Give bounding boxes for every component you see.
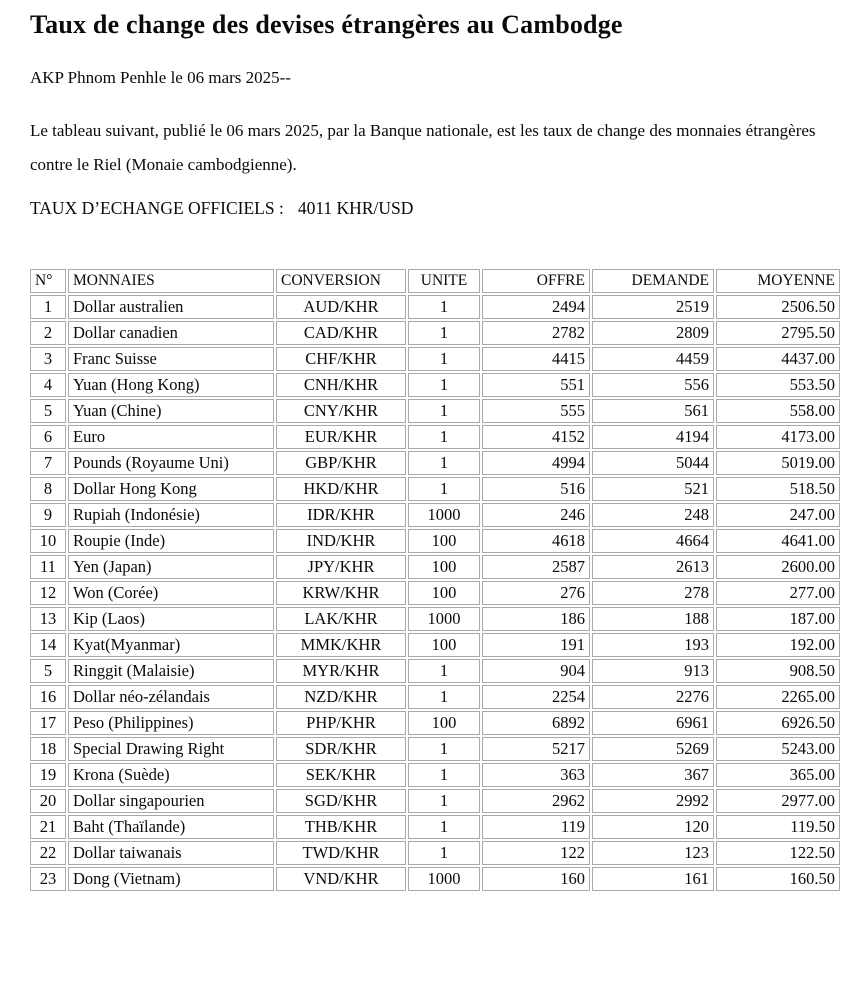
cell-offer: 191	[482, 633, 590, 657]
cell-currency: Franc Suisse	[68, 347, 274, 371]
table-row	[30, 425, 840, 449]
cell-unit: 100	[408, 555, 480, 579]
cell-average: 2795.50	[716, 321, 840, 345]
cell-unit: 1	[408, 347, 480, 371]
cell-conversion: JPY/KHR	[276, 555, 406, 579]
table-row	[30, 841, 840, 865]
col-header-no: N°	[30, 269, 66, 293]
col-header-conversion: CONVERSION	[276, 269, 406, 293]
cell-demand: 278	[592, 581, 714, 605]
cell-no: 6	[30, 425, 66, 449]
cell-currency: Roupie (Inde)	[68, 529, 274, 553]
col-header-demand: DEMANDE	[592, 269, 714, 293]
cell-demand: 6961	[592, 711, 714, 735]
cell-unit: 1	[408, 789, 480, 813]
cell-average: 553.50	[716, 373, 840, 397]
cell-no: 20	[30, 789, 66, 813]
cell-unit: 1	[408, 737, 480, 761]
cell-currency: Kyat(Myanmar)	[68, 633, 274, 657]
cell-demand: 4459	[592, 347, 714, 371]
cell-average: 6926.50	[716, 711, 840, 735]
cell-currency: Yen (Japan)	[68, 555, 274, 579]
cell-currency: Dollar australien	[68, 295, 274, 319]
cell-offer: 2254	[482, 685, 590, 709]
table-row	[30, 737, 840, 761]
cell-unit: 1	[408, 399, 480, 423]
cell-conversion: LAK/KHR	[276, 607, 406, 631]
cell-average: 558.00	[716, 399, 840, 423]
cell-currency: Yuan (Chine)	[68, 399, 274, 423]
cell-average: 2265.00	[716, 685, 840, 709]
cell-offer: 276	[482, 581, 590, 605]
cell-offer: 5217	[482, 737, 590, 761]
cell-conversion: MYR/KHR	[276, 659, 406, 683]
cell-conversion: CAD/KHR	[276, 321, 406, 345]
cell-average: 2600.00	[716, 555, 840, 579]
cell-demand: 4194	[592, 425, 714, 449]
cell-currency: Dollar néo-zélandais	[68, 685, 274, 709]
cell-offer: 2587	[482, 555, 590, 579]
cell-offer: 160	[482, 867, 590, 891]
table-row	[30, 555, 840, 579]
cell-no: 10	[30, 529, 66, 553]
cell-average: 277.00	[716, 581, 840, 605]
cell-currency: Dollar Hong Kong	[68, 477, 274, 501]
cell-unit: 100	[408, 633, 480, 657]
table-row	[30, 399, 840, 423]
intro-paragraph: Le tableau suivant, publié le 06 mars 2025, par la Banque nationale, est les taux de change des monnaies étrangères contre le Riel (Monaie cambodgienne).	[30, 121, 816, 174]
table-row	[30, 503, 840, 527]
cell-average: 119.50	[716, 815, 840, 839]
cell-average: 365.00	[716, 763, 840, 787]
official-rate-value: 4011 KHR/USD	[297, 198, 414, 218]
cell-conversion: IDR/KHR	[276, 503, 406, 527]
cell-no: 7	[30, 451, 66, 475]
cell-no: 9	[30, 503, 66, 527]
cell-offer: 246	[482, 503, 590, 527]
cell-average: 2977.00	[716, 789, 840, 813]
table-row	[30, 347, 840, 371]
cell-unit: 1	[408, 425, 480, 449]
cell-demand: 2809	[592, 321, 714, 345]
cell-currency: Yuan (Hong Kong)	[68, 373, 274, 397]
cell-demand: 123	[592, 841, 714, 865]
cell-currency: Dollar singapourien	[68, 789, 274, 813]
table-row	[30, 685, 840, 709]
cell-offer: 6892	[482, 711, 590, 735]
cell-unit: 1	[408, 295, 480, 319]
cell-unit: 1	[408, 321, 480, 345]
cell-demand: 2992	[592, 789, 714, 813]
cell-demand: 561	[592, 399, 714, 423]
cell-unit: 1	[408, 685, 480, 709]
cell-offer: 551	[482, 373, 590, 397]
cell-conversion: KRW/KHR	[276, 581, 406, 605]
cell-no: 5	[30, 659, 66, 683]
cell-currency: Ringgit (Malaisie)	[68, 659, 274, 683]
cell-offer: 516	[482, 477, 590, 501]
cell-average: 247.00	[716, 503, 840, 527]
cell-conversion: CNH/KHR	[276, 373, 406, 397]
cell-unit: 1	[408, 815, 480, 839]
cell-demand: 521	[592, 477, 714, 501]
official-rate-line	[30, 198, 846, 219]
table-body	[30, 295, 840, 891]
table-row	[30, 659, 840, 683]
cell-no: 8	[30, 477, 66, 501]
table-row	[30, 529, 840, 553]
cell-offer: 4152	[482, 425, 590, 449]
cell-demand: 5269	[592, 737, 714, 761]
cell-average: 5243.00	[716, 737, 840, 761]
table-row	[30, 581, 840, 605]
cell-unit: 1	[408, 451, 480, 475]
cell-conversion: AUD/KHR	[276, 295, 406, 319]
table-row	[30, 321, 840, 345]
cell-currency: Peso (Philippines)	[68, 711, 274, 735]
table-row	[30, 763, 840, 787]
cell-conversion: EUR/KHR	[276, 425, 406, 449]
cell-conversion: SGD/KHR	[276, 789, 406, 813]
cell-demand: 4664	[592, 529, 714, 553]
cell-offer: 4618	[482, 529, 590, 553]
cell-currency: Rupiah (Indonésie)	[68, 503, 274, 527]
cell-offer: 4994	[482, 451, 590, 475]
cell-currency: Kip (Laos)	[68, 607, 274, 631]
cell-no: 22	[30, 841, 66, 865]
cell-unit: 1000	[408, 607, 480, 631]
cell-currency: Special Drawing Right	[68, 737, 274, 761]
cell-offer: 2494	[482, 295, 590, 319]
table-row	[30, 815, 840, 839]
cell-offer: 363	[482, 763, 590, 787]
cell-demand: 193	[592, 633, 714, 657]
cell-currency: Krona (Suède)	[68, 763, 274, 787]
cell-currency: Dollar taiwanais	[68, 841, 274, 865]
col-header-unit: UNITE	[408, 269, 480, 293]
table-row	[30, 711, 840, 735]
cell-average: 908.50	[716, 659, 840, 683]
cell-no: 5	[30, 399, 66, 423]
exchange-rate-table	[28, 267, 842, 893]
cell-conversion: CNY/KHR	[276, 399, 406, 423]
table-row	[30, 451, 840, 475]
table-row	[30, 789, 840, 813]
cell-average: 2506.50	[716, 295, 840, 319]
cell-no: 12	[30, 581, 66, 605]
cell-offer: 904	[482, 659, 590, 683]
col-header-currency: MONNAIES	[68, 269, 274, 293]
cell-demand: 188	[592, 607, 714, 631]
cell-conversion: SEK/KHR	[276, 763, 406, 787]
cell-currency: Dollar canadien	[68, 321, 274, 345]
cell-no: 1	[30, 295, 66, 319]
cell-demand: 120	[592, 815, 714, 839]
cell-conversion: CHF/KHR	[276, 347, 406, 371]
cell-average: 518.50	[716, 477, 840, 501]
cell-currency: Won (Corée)	[68, 581, 274, 605]
cell-currency: Dong (Vietnam)	[68, 867, 274, 891]
cell-no: 14	[30, 633, 66, 657]
cell-conversion: THB/KHR	[276, 815, 406, 839]
cell-unit: 100	[408, 711, 480, 735]
table-header-row	[30, 269, 840, 293]
cell-no: 4	[30, 373, 66, 397]
col-header-average: MOYENNE	[716, 269, 840, 293]
cell-conversion: NZD/KHR	[276, 685, 406, 709]
cell-unit: 1	[408, 659, 480, 683]
cell-conversion: SDR/KHR	[276, 737, 406, 761]
cell-no: 11	[30, 555, 66, 579]
cell-conversion: PHP/KHR	[276, 711, 406, 735]
cell-demand: 2519	[592, 295, 714, 319]
cell-offer: 4415	[482, 347, 590, 371]
table-row	[30, 477, 840, 501]
col-header-offer: OFFRE	[482, 269, 590, 293]
cell-no: 18	[30, 737, 66, 761]
cell-no: 17	[30, 711, 66, 735]
cell-currency: Euro	[68, 425, 274, 449]
cell-demand: 2276	[592, 685, 714, 709]
cell-demand: 248	[592, 503, 714, 527]
table-row	[30, 295, 840, 319]
cell-demand: 5044	[592, 451, 714, 475]
cell-unit: 1	[408, 841, 480, 865]
cell-no: 13	[30, 607, 66, 631]
cell-average: 4173.00	[716, 425, 840, 449]
cell-no: 19	[30, 763, 66, 787]
cell-no: 2	[30, 321, 66, 345]
cell-currency: Baht (Thaïlande)	[68, 815, 274, 839]
cell-demand: 913	[592, 659, 714, 683]
cell-average: 160.50	[716, 867, 840, 891]
cell-average: 4437.00	[716, 347, 840, 371]
cell-demand: 367	[592, 763, 714, 787]
cell-unit: 1	[408, 373, 480, 397]
cell-conversion: MMK/KHR	[276, 633, 406, 657]
cell-offer: 2962	[482, 789, 590, 813]
cell-average: 122.50	[716, 841, 840, 865]
cell-conversion: GBP/KHR	[276, 451, 406, 475]
cell-conversion: TWD/KHR	[276, 841, 406, 865]
cell-no: 23	[30, 867, 66, 891]
byline: AKP Phnom Penhle le 06 mars 2025--	[30, 68, 291, 87]
cell-conversion: HKD/KHR	[276, 477, 406, 501]
cell-offer: 555	[482, 399, 590, 423]
cell-demand: 556	[592, 373, 714, 397]
cell-currency: Pounds (Royaume Uni)	[68, 451, 274, 475]
table-row	[30, 633, 840, 657]
page-title: Taux de change des devises étrangères au Cambodge	[30, 10, 623, 39]
cell-no: 16	[30, 685, 66, 709]
cell-conversion: VND/KHR	[276, 867, 406, 891]
cell-average: 5019.00	[716, 451, 840, 475]
table-row	[30, 373, 840, 397]
cell-average: 4641.00	[716, 529, 840, 553]
cell-offer: 186	[482, 607, 590, 631]
cell-no: 21	[30, 815, 66, 839]
cell-offer: 122	[482, 841, 590, 865]
cell-unit: 100	[408, 529, 480, 553]
cell-average: 192.00	[716, 633, 840, 657]
official-rate-label: TAUX D’ECHANGE OFFICIELS :	[30, 198, 284, 218]
table-row	[30, 607, 840, 631]
cell-demand: 161	[592, 867, 714, 891]
cell-conversion: IND/KHR	[276, 529, 406, 553]
cell-offer: 119	[482, 815, 590, 839]
cell-demand: 2613	[592, 555, 714, 579]
table-row	[30, 867, 840, 891]
cell-unit: 1000	[408, 867, 480, 891]
cell-unit: 1	[408, 477, 480, 501]
cell-unit: 1	[408, 763, 480, 787]
cell-offer: 2782	[482, 321, 590, 345]
cell-unit: 1000	[408, 503, 480, 527]
cell-no: 3	[30, 347, 66, 371]
cell-unit: 100	[408, 581, 480, 605]
cell-average: 187.00	[716, 607, 840, 631]
